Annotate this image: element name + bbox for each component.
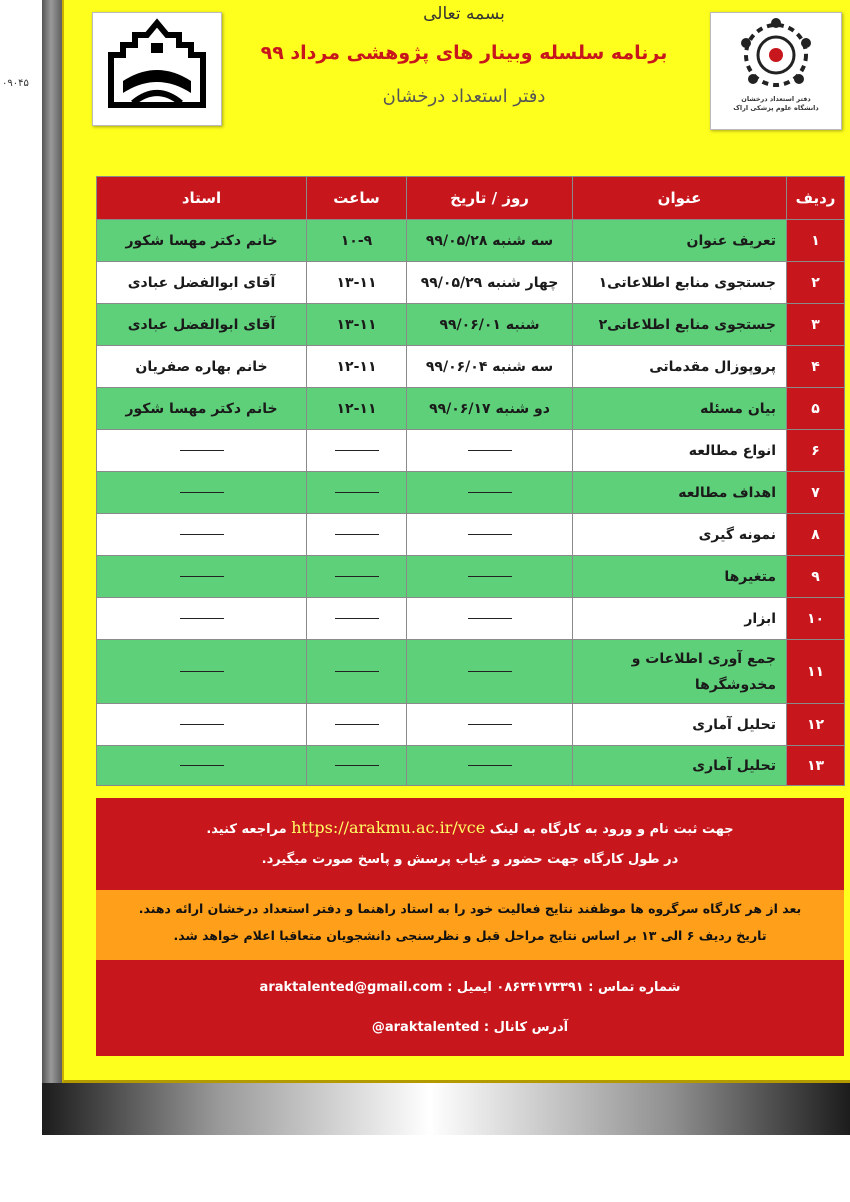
row-topic: جستجوی منابع اطلاعاتی۱ [573,262,787,304]
row-time: ۱۲-۱۱ [307,346,407,388]
row-topic: تعریف عنوان [573,220,787,262]
row-instructor-empty [97,640,307,704]
row-num: ۱۱ [787,640,845,704]
row-time-empty [307,598,407,640]
registration-link[interactable]: https://arakmu.ac.ir/vce [291,818,486,837]
row-date-empty [407,472,573,514]
row-topic-line2: مخدوشگرها [694,676,776,693]
row-topic: تحلیل آماری [573,704,787,746]
office-name: دفتر استعداد درخشان [382,86,546,107]
logo-caption: دفتر استعداد درخشان دانشگاه علوم پزشکی اراک [733,95,819,112]
row-num: ۲ [787,262,845,304]
header-time: ساعت [307,177,407,220]
row-num: ۷ [787,472,845,514]
bottom-frame-bar [42,1083,850,1135]
row-topic: متغیرها [573,556,787,598]
registration-notice [96,798,844,890]
row-num: ۱ [787,220,845,262]
row-topic: جستجوی منابع اطلاعاتی۲ [573,304,787,346]
left-frame-bar [42,0,62,1135]
row-time-empty [307,472,407,514]
contact-email[interactable]: araktalented@gmail.com [259,980,443,995]
group-duty-note: بعد از هر کارگاه سرگروه ها موظفند نتایج فعالیت خود را به استاد راهنما و دفتر استعداد درخشان ارائه دهند. [138,901,802,916]
row-date: دو شنبه ۹۹/۰۶/۱۷ [407,388,573,430]
talent-office-logo [710,12,842,130]
table-row [97,746,845,786]
table-row [97,220,845,262]
row-date-empty [407,704,573,746]
table-row [97,472,845,514]
row-topic: نمونه گیری [573,514,787,556]
row-num: ۱۳ [787,746,845,786]
row-instructor-empty [97,556,307,598]
row-num: ۴ [787,346,845,388]
basmala: بسمه تعالی [423,4,505,24]
row-date-empty [407,640,573,704]
row-num: ۱۰ [787,598,845,640]
row-num: ۸ [787,514,845,556]
table-row [97,514,845,556]
row-time: ۱۳-۱۱ [307,262,407,304]
contact-notice [96,960,844,1056]
row-instructor: خانم دکتر مهسا شکور [97,220,307,262]
row-instructor: آقای ابوالفضل عبادی [97,304,307,346]
contact-line: شماره تماس : ۰۸۶۳۴۱۷۳۳۹۱ ایمیل : araktalented@gmail.com [259,980,681,995]
row-date-empty [407,746,573,786]
table-row [97,556,845,598]
table-row [97,388,845,430]
group-notice [96,890,844,960]
table-header-row [97,177,845,220]
row-date: سه شنبه ۹۹/۰۶/۰۴ [407,346,573,388]
row-topic: ابزار [573,598,787,640]
schedule-note: تاریخ ردیف ۶ الی ۱۳ بر اساس نتایج مراحل قبل و نظرسنجی دانشجویان متعاقبا اعلام خواهد شد. [173,928,767,943]
table-row [97,346,845,388]
row-topic: پروپوزال مقدماتی [573,346,787,388]
table-row [97,262,845,304]
row-time-empty [307,556,407,598]
row-topic: اهداف مطالعه [573,472,787,514]
row-num: ۳ [787,304,845,346]
row-instructor-empty [97,472,307,514]
row-time: ۱۰-۹ [307,220,407,262]
row-time-empty [307,704,407,746]
row-instructor: خانم دکتر مهسا شکور [97,388,307,430]
row-topic: بیان مسئله [573,388,787,430]
header-topic: عنوان [573,177,787,220]
row-time-empty [307,514,407,556]
row-instructor: خانم بهاره صفریان [97,346,307,388]
side-note: ۰۹۰۴۵ [2,78,29,89]
university-emblem-icon [93,13,221,125]
row-date: شنبه ۹۹/۰۶/۰۱ [407,304,573,346]
row-num: ۹ [787,556,845,598]
row-time-empty [307,430,407,472]
row-instructor: آقای ابوالفضل عبادی [97,262,307,304]
row-instructor-empty [97,746,307,786]
row-instructor-empty [97,514,307,556]
row-date-empty [407,430,573,472]
talent-office-emblem-icon [711,13,841,97]
row-num: ۶ [787,430,845,472]
row-date: سه شنبه ۹۹/۰۵/۲۸ [407,220,573,262]
row-time-empty [307,640,407,704]
row-topic: انواع مطالعه [573,430,787,472]
table-row [97,640,845,704]
row-time: ۱۲-۱۱ [307,388,407,430]
registration-line: جهت ثبت نام و ورود به کارگاه به لینک https://arakmu.ac.ir/vce مراجعه کنید. [206,818,734,837]
row-num: ۱۲ [787,704,845,746]
attendance-note: در طول کارگاه جهت حضور و غیاب پرسش و پاسخ صورت میگیرد. [261,852,679,867]
schedule-table [96,176,845,786]
row-instructor-empty [97,430,307,472]
channel-line: آدرس کانال : @araktalented [371,1020,569,1035]
channel-handle[interactable]: @araktalented [371,1020,480,1035]
university-logo [92,12,222,126]
table-row [97,304,845,346]
row-topic: تحلیل آماری [573,746,787,786]
row-date-empty [407,598,573,640]
header-date: روز / تاریخ [407,177,573,220]
row-num: ۵ [787,388,845,430]
row-date: چهار شنبه ۹۹/۰۵/۲۹ [407,262,573,304]
table-row [97,704,845,746]
row-date-empty [407,556,573,598]
row-topic-line1: جمع آوری اطلاعات و [631,650,776,667]
row-date-empty [407,514,573,556]
row-time-empty [307,746,407,786]
table-row [97,598,845,640]
row-time: ۱۳-۱۱ [307,304,407,346]
row-instructor-empty [97,598,307,640]
row-topic [573,640,787,704]
header-instructor: استاد [97,177,307,220]
page-title: برنامه سلسله وبینار های پژوهشی مرداد ۹۹ [260,42,668,64]
table-row [97,430,845,472]
header-num: ردیف [787,177,845,220]
row-instructor-empty [97,704,307,746]
poster-sheet [62,0,850,1083]
